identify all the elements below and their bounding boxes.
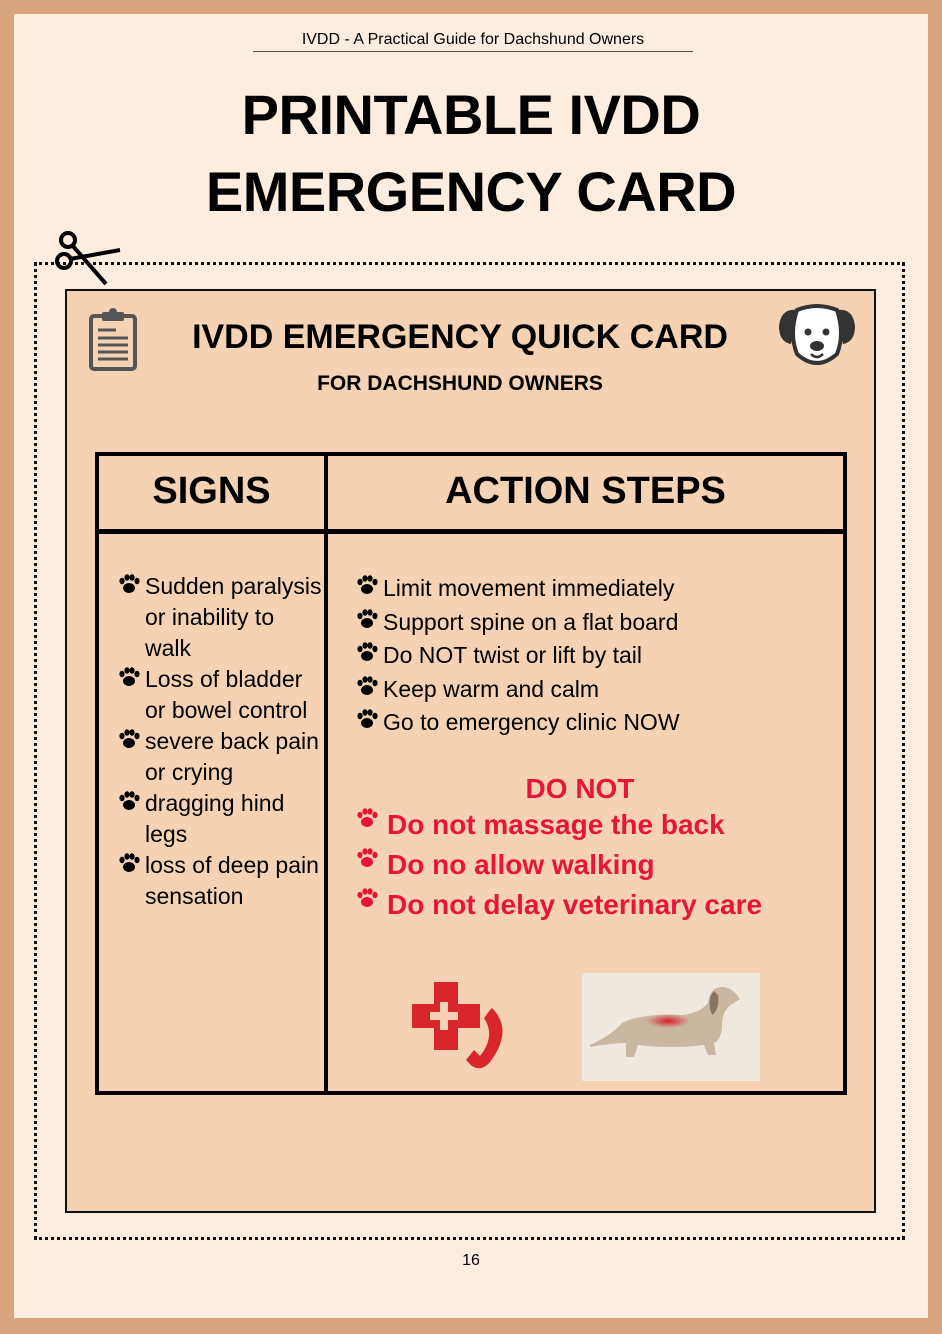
action-item-text: Keep warm and calm: [383, 675, 600, 702]
do-not-section: [355, 773, 805, 925]
do-not-item: [355, 885, 805, 925]
card-title: IVDD EMERGENCY QUICK CARD: [192, 318, 728, 356]
do-not-item-text: Do not delay veterinary care: [387, 889, 763, 920]
sign-item: [117, 788, 322, 850]
action-item: [355, 572, 835, 606]
paw-icon: [117, 853, 141, 873]
paw-icon: [355, 642, 379, 662]
paw-icon: [117, 729, 141, 749]
paw-icon: [117, 667, 141, 687]
paw-icon: [355, 709, 379, 729]
card-subtitle: FOR DACHSHUND OWNERS: [317, 372, 603, 395]
sign-item-text: dragging hind legs: [145, 790, 285, 847]
do-not-item-text: Do no allow walking: [387, 849, 655, 880]
page-title-line1: PRINTABLE IVDD: [241, 83, 701, 146]
sign-item-text: Sudden paralysis or inability to walk: [145, 573, 322, 661]
column-divider: [324, 452, 328, 1095]
do-not-item-text: Do not massage the back: [387, 809, 725, 840]
do-not-header: DO NOT: [525, 773, 635, 804]
header-divider: [95, 529, 847, 534]
sign-item-text: severe back pain or crying: [145, 728, 319, 785]
scissors-icon: [50, 224, 122, 286]
paw-icon: [355, 609, 379, 629]
medical-cross-phone-icon: [410, 980, 512, 1072]
action-item: [355, 706, 835, 740]
action-item-text: Support spine on a flat board: [383, 608, 679, 635]
sign-item: [117, 571, 322, 664]
running-header: IVDD - A Practical Guide for Dachshund Owners: [253, 31, 693, 52]
action-item: [355, 606, 835, 640]
action-item: [355, 639, 835, 673]
action-item-text: Go to emergency clinic NOW: [383, 709, 680, 735]
do-not-item: [355, 845, 805, 885]
paw-icon: [355, 808, 379, 828]
dog-face-icon: [777, 304, 857, 368]
actions-header: ACTION STEPS: [445, 470, 726, 512]
signs-header: SIGNS: [152, 470, 271, 512]
action-item: [355, 673, 835, 707]
signs-list: [117, 571, 322, 912]
sign-item: [117, 726, 322, 788]
action-item-text: Do NOT twist or lift by tail: [383, 642, 643, 668]
actions-list: [355, 572, 835, 740]
paw-icon: [355, 848, 379, 868]
do-not-item: [355, 805, 805, 845]
sign-item: [117, 664, 322, 726]
sign-item: [117, 850, 322, 912]
dachshund-back-pain-image: [582, 973, 760, 1081]
paw-icon: [117, 791, 141, 811]
sign-item-text: Loss of bladder or bowel control: [145, 666, 308, 723]
sign-item-text: loss of deep pain sensation: [145, 852, 319, 909]
paw-icon: [117, 574, 141, 594]
paw-icon: [355, 888, 379, 908]
paw-icon: [355, 676, 379, 696]
page-title-line2: EMERGENCY CARD: [205, 160, 737, 223]
action-item-text: Limit movement immediately: [383, 575, 675, 601]
paw-icon: [355, 575, 379, 595]
page-number: 16: [462, 1252, 480, 1269]
